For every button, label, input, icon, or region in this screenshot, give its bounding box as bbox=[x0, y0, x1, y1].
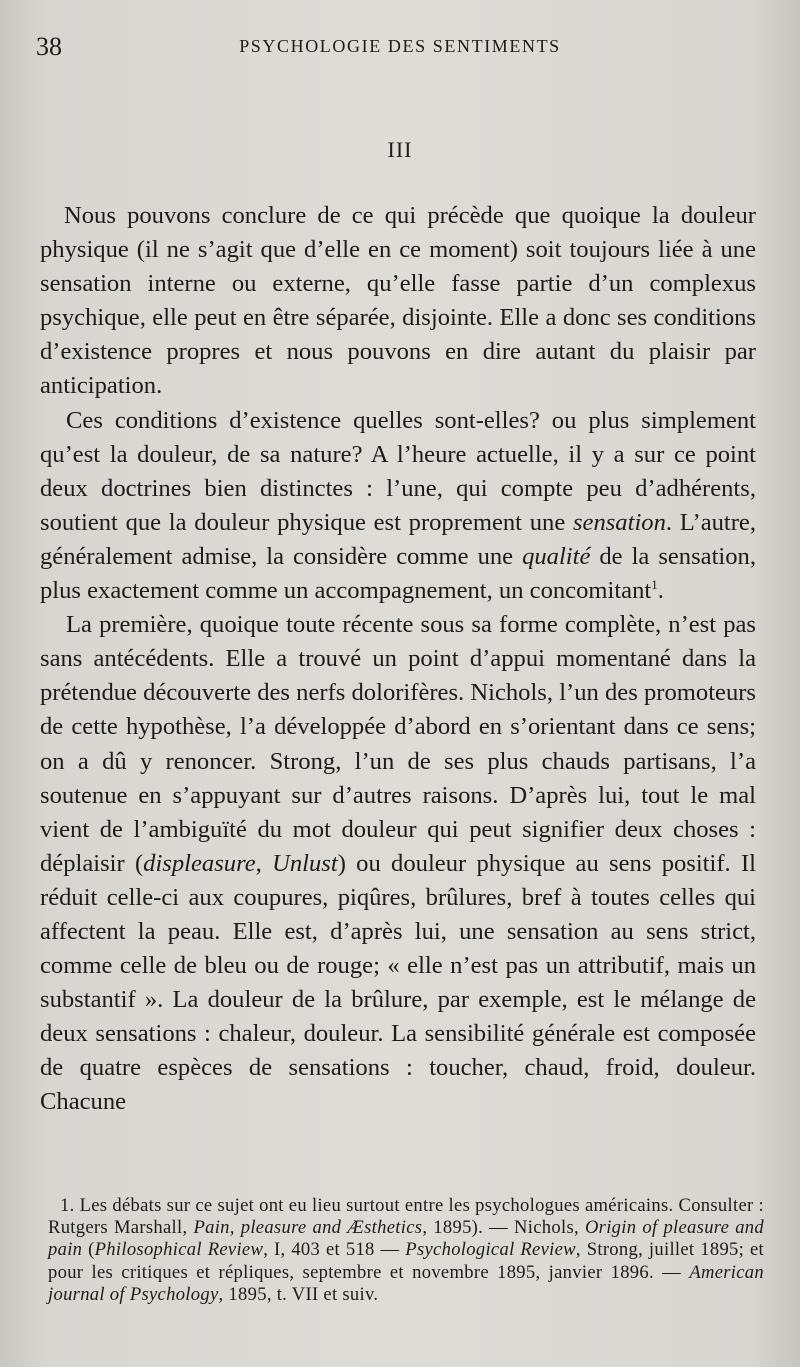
footnote-marker: 1 bbox=[651, 576, 658, 592]
text-run: , 1895, t. VII et suiv. bbox=[218, 1283, 379, 1305]
text-run: 1. Les débats sur ce sujet ont eu lieu surtout entre les psychologues américains. Consulter : Rutgers Marshall, bbox=[48, 1195, 764, 1239]
italic-text: Pain, pleasure and Æsthetics bbox=[193, 1217, 423, 1239]
italic-text: Philosophical Review bbox=[94, 1239, 264, 1261]
paragraph bbox=[40, 608, 756, 1119]
text-run: . bbox=[657, 577, 664, 605]
italic-text: Psychological Review bbox=[405, 1239, 576, 1261]
text-run: ) ou douleur physique au sens positif. Il réduit celle-ci aux coupures, piqûres, brûlures, bref à toutes celles qui affectent la peau. Elle est, d’après lui, une sensation au sens strict, comme celle de bleu ou de rouge; « elle n’est pas un attributif, mais un substantif ». La douleur de la brûlure, par exemple, est le mélange de deux sensations : chaleur, douleur. La sensibilité générale est composée de quatre espèces de sensations : toucher, chaud, froid, douleur. Chacune bbox=[40, 849, 756, 1116]
body-text bbox=[40, 199, 756, 1120]
italic-text: American journal of Psychology bbox=[48, 1261, 764, 1305]
text-run: ( bbox=[82, 1239, 95, 1261]
footnotes bbox=[48, 1195, 764, 1306]
text-run: de la sensation, plus exactement comme un accompagnement, un concomitant bbox=[40, 542, 756, 605]
running-title: PSYCHOLOGIE DES SENTIMENTS bbox=[239, 36, 561, 56]
text-run: Nous pouvons conclure de ce qui précède que quoique la douleur physique (il ne s’agit que d’elle en ce moment) soit toujours liée à une sensation interne ou externe, qu’elle fasse partie d’un complexus psychique, elle peut en être séparée, disjointe. Elle a donc ses conditions d’existence propres et nous pouvons en dire autant du plaisir par anticipation. bbox=[40, 202, 756, 400]
section-heading: III bbox=[387, 137, 413, 162]
text-run: , Strong, juillet 1895; et pour les critiques et répliques, septembre et novembre 1895, janvier 1896. — bbox=[48, 1239, 765, 1283]
text-run: La première, quoique toute récente sous sa forme complète, n’est pas sans antécédents. Elle a trouvé un point d’appui momentané dans la prétendue découverte des nerfs dolorifères. Nichols, l’un des promoteurs de cette hypothèse, l’a développée d’abord en s’orientant dans ce sens; on a dû y renoncer. Strong, l’un de ses plus chauds partisans, l’a soutenue en s’appuyant sur d’autres raisons. D’après lui, tout le mal vient de l’ambiguïté du mot douleur qui peut signifier deux choses : déplaisir ( bbox=[40, 611, 756, 877]
italic-text: Unlust bbox=[272, 849, 338, 877]
text-run: Ces conditions d’existence quelles sont-elles? ou plus simplement qu’est la douleur, de sa nature? A l’heure actuelle, il y a sur ce point deux doctrines bien distinctes : l’une, qui compte peu d’adhérents, soutient que la douleur physique est proprement une bbox=[40, 406, 756, 536]
italic-text: displeasure bbox=[143, 849, 256, 877]
paragraph bbox=[40, 199, 756, 404]
italic-text: qualité bbox=[522, 542, 591, 570]
footnote bbox=[48, 1195, 764, 1306]
text-run: , bbox=[255, 849, 273, 877]
text-run: , 1895). — Nichols, bbox=[422, 1217, 585, 1239]
paragraph bbox=[40, 404, 756, 609]
text-run: , I, 403 et 518 — bbox=[263, 1239, 406, 1261]
italic-text: sensation bbox=[572, 508, 666, 536]
page-number: 38 bbox=[36, 32, 62, 61]
italic-text: Origin of pleasure and pain bbox=[48, 1217, 764, 1261]
page-header bbox=[36, 32, 764, 62]
text-run: . L’autre, généralement admise, la considère comme une bbox=[40, 508, 756, 570]
